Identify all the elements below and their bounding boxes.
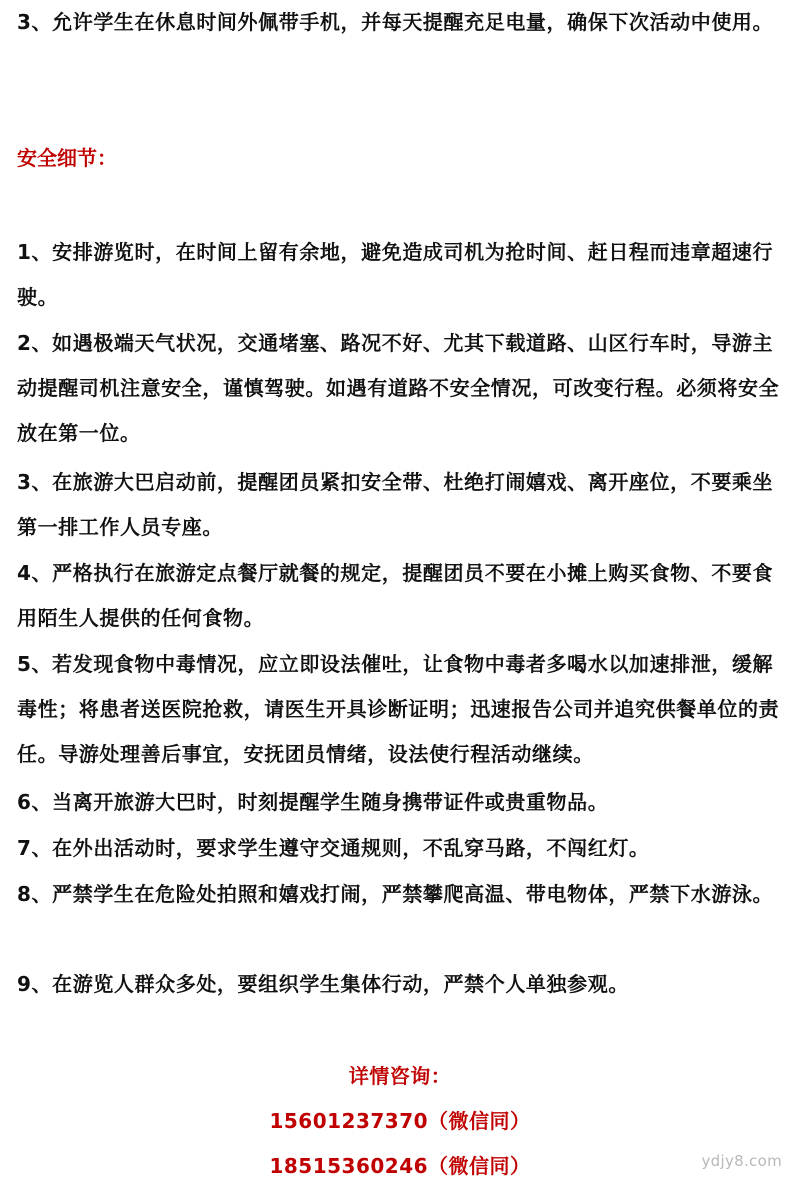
contact-phone-2: 18515360246（微信同） — [269, 1154, 531, 1178]
list-item-6: 6、当离开旅游大巴时，时刻提醒学生随身携带证件或贵重物品。 — [17, 790, 609, 814]
section-title: 安全细节： — [17, 146, 117, 170]
contact-title: 详情咨询： — [348, 1064, 452, 1088]
list-item-8: 8、严禁学生在危险处拍照和嬉戏打闹，严禁攀爬高温、带电物体，严禁下水游泳。 — [17, 882, 774, 906]
list-item-9: 9、在游览人群众多处，要组织学生集体行动，严禁个人单独参观。 — [17, 972, 629, 996]
list-item-1: 1、安排游览时，在时间上留有余地，避免造成司机为抢时间、赶日程而违章超速行驶。 — [17, 240, 774, 309]
contact-phone-1: 15601237370（微信同） — [269, 1109, 531, 1133]
list-item-4: 4、严格执行在旅游定点餐厅就餐的规定，提醒团员不要在小摊上购买食物、不要食用陌生人提供的任何食物。 — [17, 561, 774, 630]
list-item-5: 5、若发现食物中毒情况，应立即设法催吐，让食物中毒者多喝水以加速排泄，缓解毒性；将患者送医院抢救，请医生开具诊断证明；迅速报告公司并追究供餐单位的责任。导游处理善后事宜，安抚团员情绪，设法使行程活动继续。 — [17, 652, 780, 766]
list-item-3: 3、在旅游大巴启动前，提醒团员紧扣安全带、杜绝打闹嬉戏、离开座位，不要乘坐第一排工作人员专座。 — [17, 470, 774, 539]
list-item-7: 7、在外出活动时，要求学生遵守交通规则，不乱穿马路，不闯红灯。 — [17, 836, 650, 860]
intro-item: 3、允许学生在休息时间外佩带手机，并每天提醒充足电量，确保下次活动中使用。 — [17, 10, 774, 34]
site-watermark: ydjy8.com — [701, 1152, 782, 1170]
list-item-2: 2、如遇极端天气状况，交通堵塞、路况不好、尤其下载道路、山区行车时，导游主动提醒司机注意安全，谨慎驾驶。如遇有道路不安全情况，可改变行程。必须将安全放在第一位。 — [17, 331, 780, 445]
